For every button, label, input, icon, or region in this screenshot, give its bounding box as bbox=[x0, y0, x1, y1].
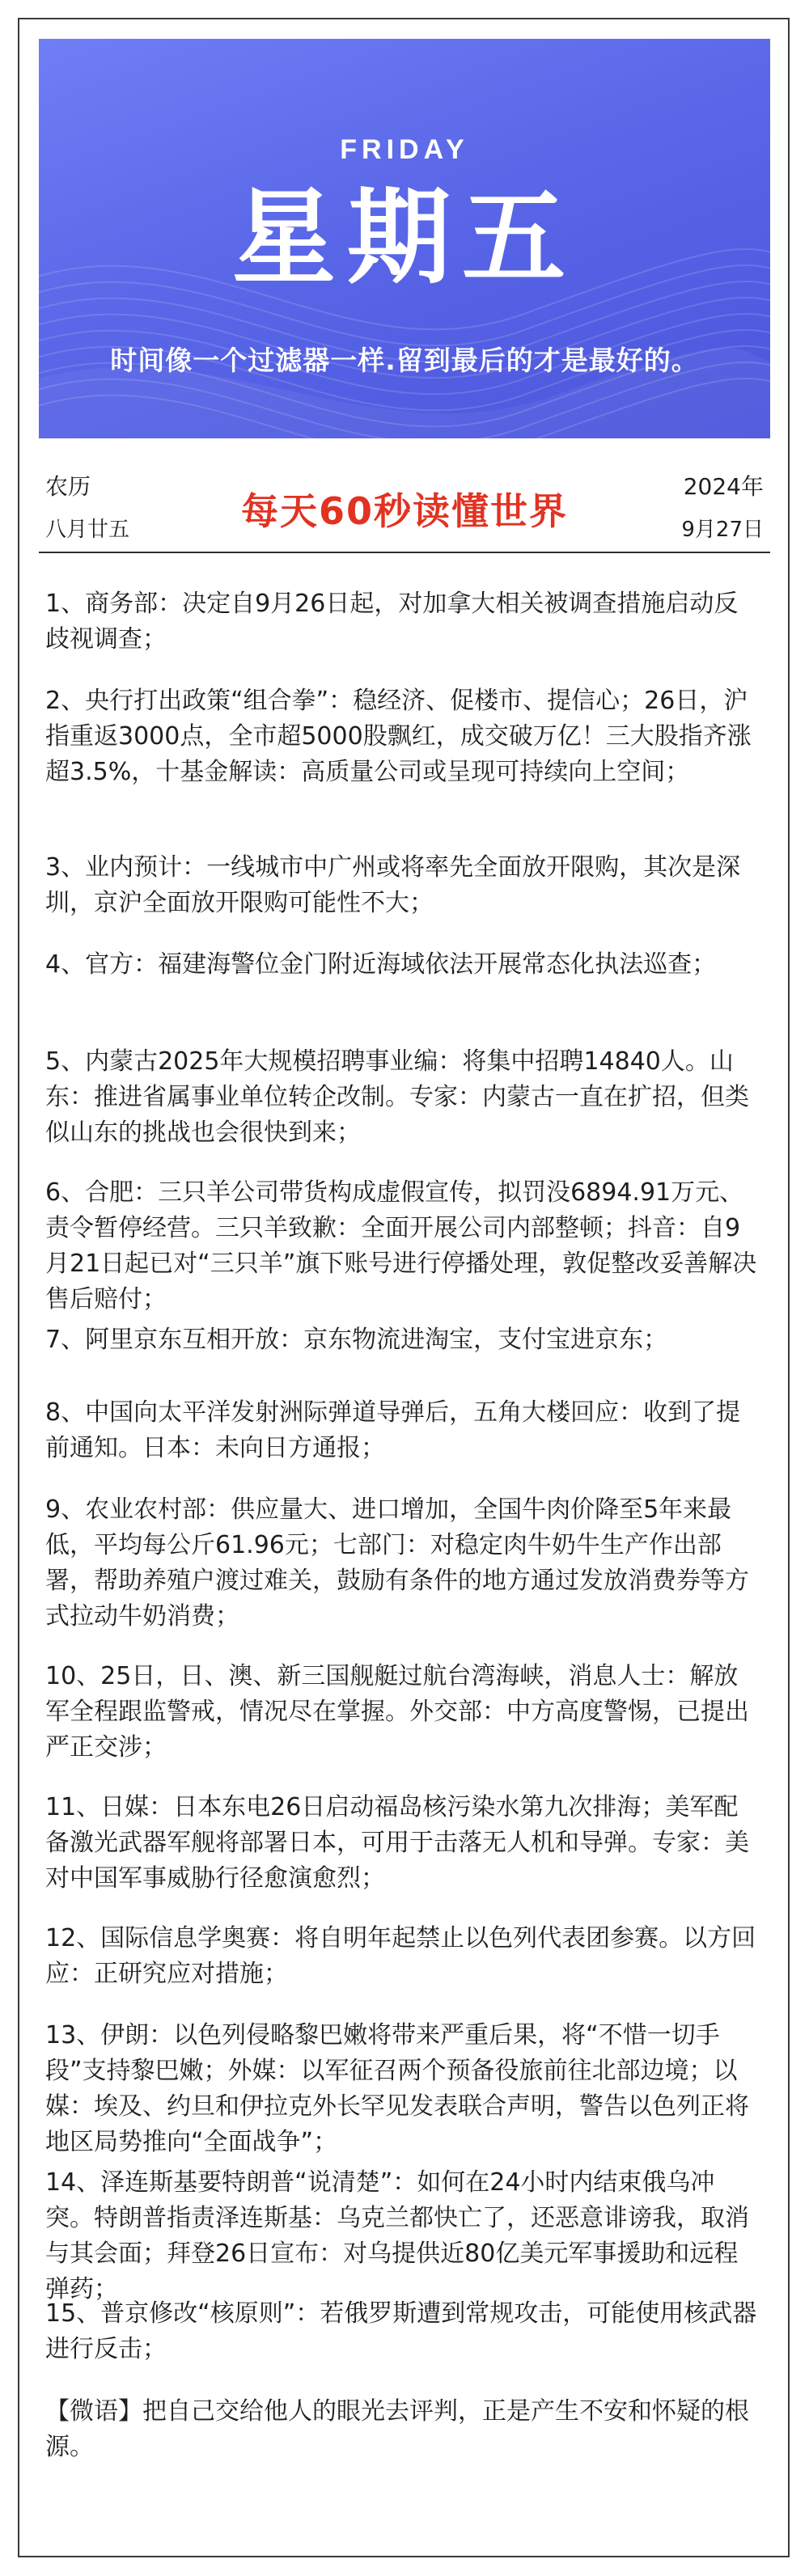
news-item-14: 14、泽连斯基要特朗普“说清楚”：如何在24小时内结束俄乌冲突。特朗普指责泽连斯基：乌克兰都快亡了，还恶意诽谤我，取消与其会面；拜登26日宣布：对乌提供近80亿美元军事援助和远程弹药； bbox=[45, 2168, 749, 2303]
page-title: 每天60秒读懂世界 bbox=[240, 489, 568, 533]
date-row bbox=[39, 463, 770, 550]
news-item-5: 5、内蒙古2025年大规模招聘事业编：将集中招聘14840人。山东：推进省属事业单位转企改制。专家：内蒙古一直在扩招，但类似山东的挑战也会很快到来； bbox=[45, 1047, 749, 1147]
news-item-11: 11、日媒：日本东电26日启动福岛核污染水第九次排海；美军配备激光武器军舰将部署日本，可用于击落无人机和导弹。专家：美对中国军事威胁行径愈演愈烈； bbox=[45, 1793, 749, 1893]
header-banner bbox=[39, 39, 770, 438]
news-item-3: 3、业内预计：一线城市中广州或将率先全面放开限购，其次是深圳，京沪全面放开限购可能性不大； bbox=[45, 853, 741, 917]
news-item-9: 9、农业农村部：供应量大、进口增加，全国牛肉价降至5年来最低，平均每公斤61.96元；七部门：对稳定肉牛奶牛生产作出部署，帮助养殖户渡过难关，鼓励有条件的地方通过发放消费券等方式拉动牛奶消费； bbox=[45, 1495, 749, 1631]
news-item-6: 6、合肥：三只羊公司带货构成虚假宣传，拟罚没6894.91万元、责令暂停经营。三只羊致歉：全面开展公司内部整顿；抖音：自9月21日起已对“三只羊”旗下账号进行停播处理，敦促整改妥善解决售后赔付； bbox=[45, 1178, 757, 1313]
news-item-13: 13、伊朗：以色列侵略黎巴嫩将带来严重后果，将“不惜一切手段”支持黎巴嫩；外媒：以军征召两个预备役旅前往北部边境；以媒：埃及、约旦和伊拉克外长罕见发表联合声明，警告以色列正将地区局势推向“全面战争”； bbox=[45, 2021, 749, 2156]
lunar-date: 八月廿五 bbox=[45, 518, 130, 542]
weekday-chinese: 星期五 bbox=[231, 178, 577, 298]
divider bbox=[39, 552, 770, 553]
news-item-15: 15、普京修改“核原则”：若俄罗斯遭到常规攻击，可能使用核武器进行反击； bbox=[45, 2299, 757, 2363]
banner-quote: 时间像一个过滤器一样.留到最后的才是最好的。 bbox=[110, 345, 699, 376]
news-item-7: 7、阿里京东互相开放：京东物流进淘宝，支付宝进京东； bbox=[45, 1326, 668, 1354]
news-item-2: 2、央行打出政策“组合拳”：稳经济、促楼市、提信心；26日，沪指重返3000点，全市超5000股飘红，成交破万亿！三大股指齐涨超3.5%，十基金解读：高质量公司或呈现可持续向上空间； bbox=[45, 687, 752, 786]
news-item-12: 12、国际信息学奥赛：将自明年起禁止以色列代表团参赛。以方回应：正研究应对措施； bbox=[45, 1924, 756, 1988]
news-item-4: 4、官方：福建海警位金门附近海域依法开展常态化执法巡查； bbox=[45, 950, 717, 979]
lunar-label: 农历 bbox=[45, 473, 91, 500]
solar-date: 9月27日 bbox=[681, 518, 764, 542]
news-item-10: 10、25日，日、澳、新三国舰艇过航台湾海峡，消息人士：解放军全程跟监警戒，情况尽在掌握。外交部：中方高度警惕，已提出严正交涉； bbox=[45, 1662, 749, 1762]
weiyu-quote: 【微语】把自己交给他人的眼光去评判，正是产生不安和怀疑的根源。 bbox=[45, 2397, 749, 2461]
year-label: 2024年 bbox=[683, 473, 764, 500]
weekday-english: FRIDAY bbox=[340, 134, 469, 165]
news-item-1: 1、商务部：决定自9月26日起，对加拿大相关被调查措施启动反歧视调查； bbox=[45, 590, 739, 654]
news-item-8: 8、中国向太平洋发射洲际弹道导弹后，五角大楼回应：收到了提前通知。日本：未向日方通报； bbox=[45, 1398, 741, 1462]
